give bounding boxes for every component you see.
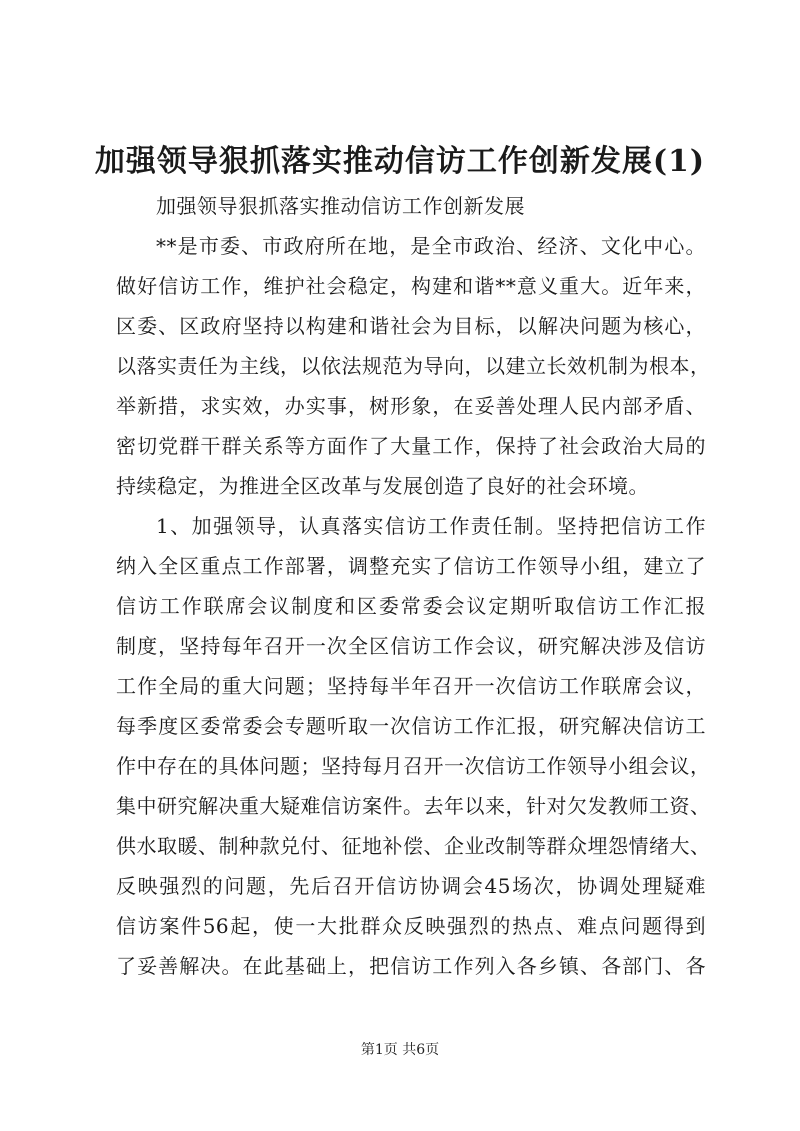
- paragraph-line: **是市委、市政府所在地，是全市政治、经济、文化中心。: [156, 234, 706, 258]
- paragraph-2: [116, 506, 711, 986]
- paragraph-line: 了妥善解决。在此基础上，把信访工作列入各乡镇、各部门、各: [116, 954, 706, 978]
- paragraph-line: 信访案件56起，使一大批群众反映强烈的热点、难点问题得到: [116, 914, 706, 938]
- page-number: 第1页 共6页: [360, 1042, 440, 1058]
- paragraph-line: 信访工作联席会议制度和区委常委会议定期听取信访工作汇报: [116, 594, 706, 618]
- paragraph-line: 每季度区委常委会专题听取一次信访工作汇报，研究解决信访工: [116, 714, 706, 738]
- document-body: [116, 186, 711, 986]
- paragraph-line: 举新措，求实效，办实事，树形象，在妥善处理人民内部矛盾、: [116, 394, 706, 418]
- paragraph-line: 作中存在的具体问题；坚持每月召开一次信访工作领导小组会议，: [116, 754, 711, 778]
- paragraph-line: 1、加强领导，认真落实信访工作责任制。坚持把信访工作: [156, 514, 706, 538]
- paragraph-line: 做好信访工作，维护社会稳定，构建和谐**意义重大。近年来，: [116, 274, 706, 298]
- paragraph-line: 反映强烈的问题，先后召开信访协调会45场次，协调处理疑难: [116, 874, 706, 898]
- paragraph-line: 密切党群干群关系等方面作了大量工作，保持了社会政治大局的: [116, 434, 706, 458]
- paragraph-line: 制度，坚持每年召开一次全区信访工作会议，研究解决涉及信访: [116, 634, 706, 658]
- document-subtitle: 加强领导狠抓落实推动信访工作创新发展: [156, 194, 525, 218]
- paragraph-line: 区委、区政府坚持以构建和谐社会为目标，以解决问题为核心，: [116, 314, 706, 338]
- document-title: 加强领导狠抓落实推动信访工作创新发展(1): [94, 144, 706, 179]
- paragraph-1: [116, 226, 711, 506]
- paragraph-line: 以落实责任为主线，以依法规范为导向，以建立长效机制为根本，: [116, 354, 711, 378]
- paragraph-line: 纳入全区重点工作部署，调整充实了信访工作领导小组，建立了: [116, 554, 706, 578]
- paragraph-line: 集中研究解决重大疑难信访案件。去年以来，针对欠发教师工资、: [116, 794, 711, 818]
- paragraph-line: 持续稳定，为推进全区改革与发展创造了良好的社会环境。: [116, 474, 649, 498]
- paragraph-line: 工作全局的重大问题；坚持每半年召开一次信访工作联席会议，: [116, 674, 706, 698]
- paragraph-line: 供水取暖、制种款兑付、征地补偿、企业改制等群众埋怨情绪大、: [116, 834, 711, 858]
